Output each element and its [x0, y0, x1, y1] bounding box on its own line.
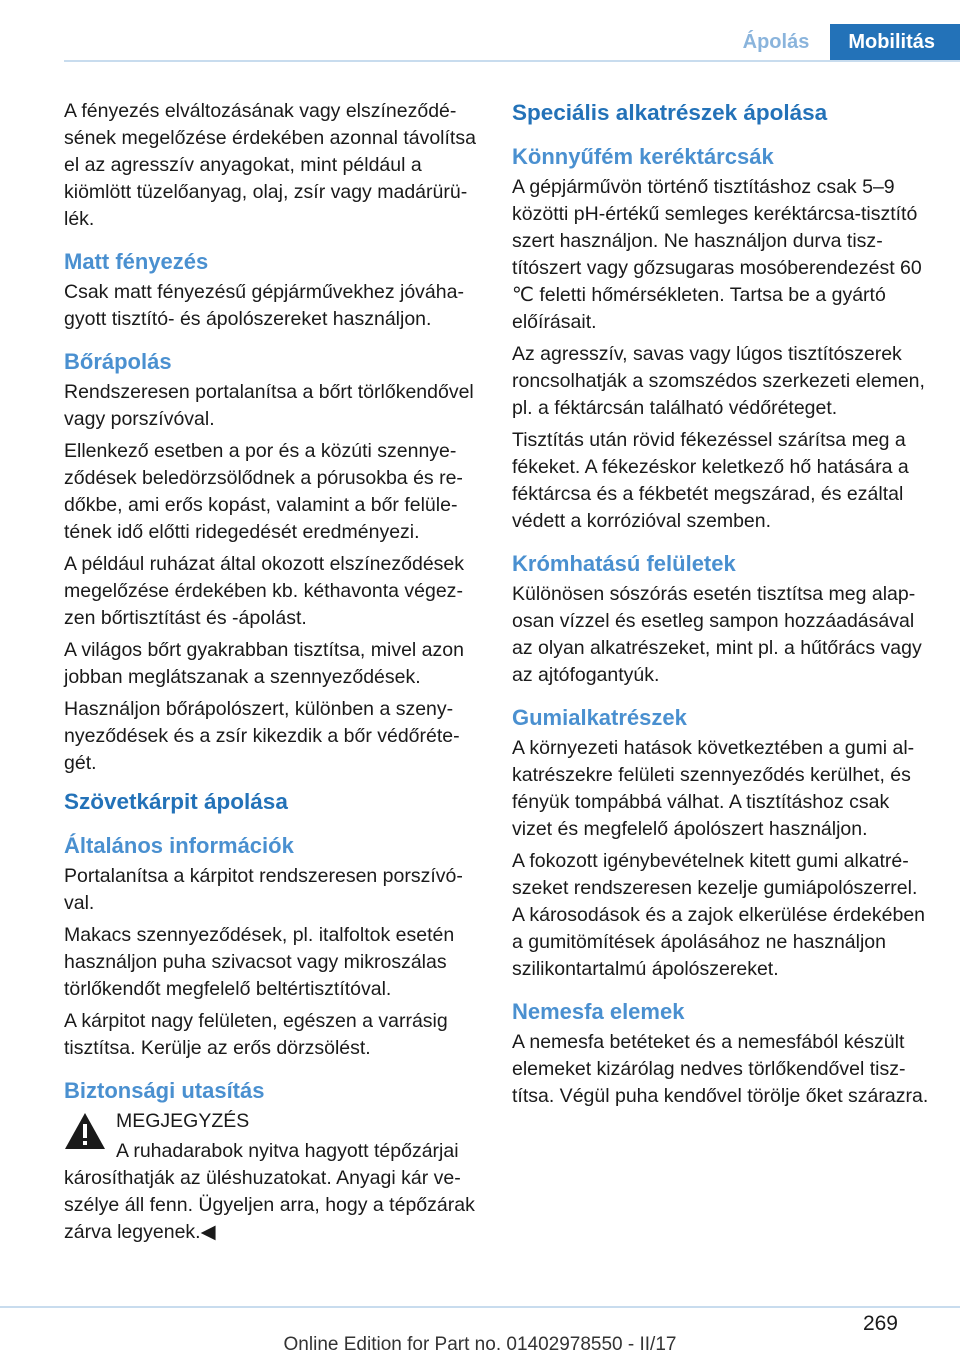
- krom-paragraph: Különösen sószórás esetén tisztítsa meg alaposan vízzel és esetleg sampon hozzáadásával az olyan alkatrészeket, mint pl. a hűtőrács vagy az ajtófogantyúk.: [512, 583, 922, 686]
- heading-gumialkatreszek: Gumialkatrészek: [512, 705, 687, 730]
- konnyufem-paragraph-3: Tisztítás után rövid fékezéssel szárítsa meg a fékeket. A fékezéskor keletkező hő hatására a féktárcsa és a fékbetét megszárad, és ezáltal védett a korrózióval szemben.: [512, 429, 909, 532]
- nemesfa-paragraph: A nemesfa betéteket és a nemesfából készült elemeket kizárólag nedves törlőkendővel tisztítsa. Végül puha kendővel törölje őket szárazra.: [512, 1031, 929, 1107]
- altalanos-paragraph-3: A kárpitot nagy felületen, egészen a varrásig tisztítsa. Kerülje az erős dörzsölést.: [64, 1010, 448, 1059]
- gumi-paragraph-2: A fokozott igénybevételnek kitett gumi alkatrészeket rendszeresen kezelje gumiápolószerrel. A károsodások és a zajok elkerülése érdekében a gumitömítések ápolásához ne használjon szilikontartalmú ápolószereket.: [512, 850, 926, 980]
- warning-box: [64, 1108, 480, 1246]
- warning-text: A ruhadarabok nyitva hagyott tépőzárjai károsíthatják az üléshuzatokat. Anyagi kár veszélye áll fenn. Ügyeljen arra, hogy a tépőzárak zárva legyenek.◀: [64, 1140, 475, 1243]
- bor-paragraph-5: Használjon bőrápolószert, különben a szenynyeződések és a zsír kikezdik a bőr védőrétegét.: [64, 698, 460, 774]
- tab-mobilitas[interactable]: Mobilitás: [830, 24, 960, 61]
- bor-paragraph-2: Ellenkező esetben a por és a közúti szennyeződések beledörzsölődnek a pórusokba és redőkbe, ami erős kopást, valamint a bőr felületének idő előtti ridegedését eredményezi.: [64, 440, 463, 543]
- heading-altalanos: Általános információk: [64, 833, 294, 858]
- konnyufem-paragraph-2: Az agresszív, savas vagy lúgos tisztítószerek roncsolhatják a szomszédos szerkezeti elemen, pl. a féktárcsán található védőréteget.: [512, 343, 925, 419]
- heading-matt-fenyezes: Matt fényezés: [64, 249, 209, 274]
- heading-szovetkarpit: Szövetkárpit ápolása: [64, 789, 288, 814]
- heading-kromhatasu: Krómhatású felületek: [512, 551, 736, 576]
- right-column: [512, 98, 930, 1115]
- heading-borapolas: Bőrápolás: [64, 349, 172, 374]
- heading-konnyufem: Könnyűfém keréktárcsák: [512, 144, 774, 169]
- altalanos-paragraph-2: Makacs szennyeződések, pl. italfoltok esetén használjon puha szivacsot vagy mikroszálas törlőkendőt megfelelő beltértisztítóval.: [64, 924, 455, 1000]
- warning-title: MEGJEGYZÉS: [116, 1110, 250, 1132]
- matt-paragraph: Csak matt fényezésű gépjárművekhez jóváhagyott tisztító- és ápolószereket használjon.: [64, 281, 464, 330]
- page-number: 269: [862, 1312, 898, 1335]
- bor-paragraph-3: A például ruházat által okozott elszíneződések megelőzése érdekében kb. kéthavonta végezzen bőrtisztítást és -ápolást.: [64, 553, 465, 629]
- bor-paragraph-1: Rendszeresen portalanítsa a bőrt törlőkendővel vagy porszívóval.: [64, 381, 474, 430]
- gumi-paragraph-1: A környezeti hatások következtében a gumi alkatrészekre felületi szennyeződés kerülhet, és fényük tompábbá válhat. A tisztításhoz csak vizet és megfelelő ápolószert használjon.: [512, 737, 915, 840]
- header-rule: [64, 60, 960, 62]
- altalanos-paragraph-1: Portalanítsa a kárpitot rendszeresen porszívóval.: [64, 865, 463, 914]
- footer-rule: [0, 1306, 960, 1308]
- left-column: [64, 98, 480, 1246]
- heading-specialis: Speciális alkatrészek ápolása: [512, 100, 828, 125]
- heading-biztonsagi: Biztonsági utasítás: [64, 1078, 265, 1103]
- bor-paragraph-4: A világos bőrt gyakrabban tisztítsa, mivel azon jobban meglátszanak a szennyeződések.: [64, 639, 464, 688]
- konnyufem-paragraph-1: A gépjárművön történő tisztításhoz csak 5–9 közötti pH-értékű semleges keréktárcsa-tisztító szert használjon. Ne használjon durva tisztítószert vagy gőzsugaras mosóberendezést 60 ℃ feletti hőmérsékleten. Tartsa be a gyártó előírásait.: [512, 176, 922, 333]
- tab-apolas[interactable]: Ápolás: [722, 24, 831, 61]
- heading-nemesfa: Nemesfa elemek: [512, 999, 685, 1024]
- warning-triangle-icon: [64, 1112, 106, 1150]
- edition-note: Online Edition for Part no. 01402978550 - II/17: [283, 1334, 677, 1355]
- intro-paragraph: A fényezés elváltozásának vagy elszíneződésének megelőzése érdekében azonnal távolítsa el az agresszív anyagokat, mint például a kiömlött tüzelőanyag, olaj, zsír vagy madárürülék.: [64, 100, 476, 230]
- header-tabs: [722, 24, 960, 61]
